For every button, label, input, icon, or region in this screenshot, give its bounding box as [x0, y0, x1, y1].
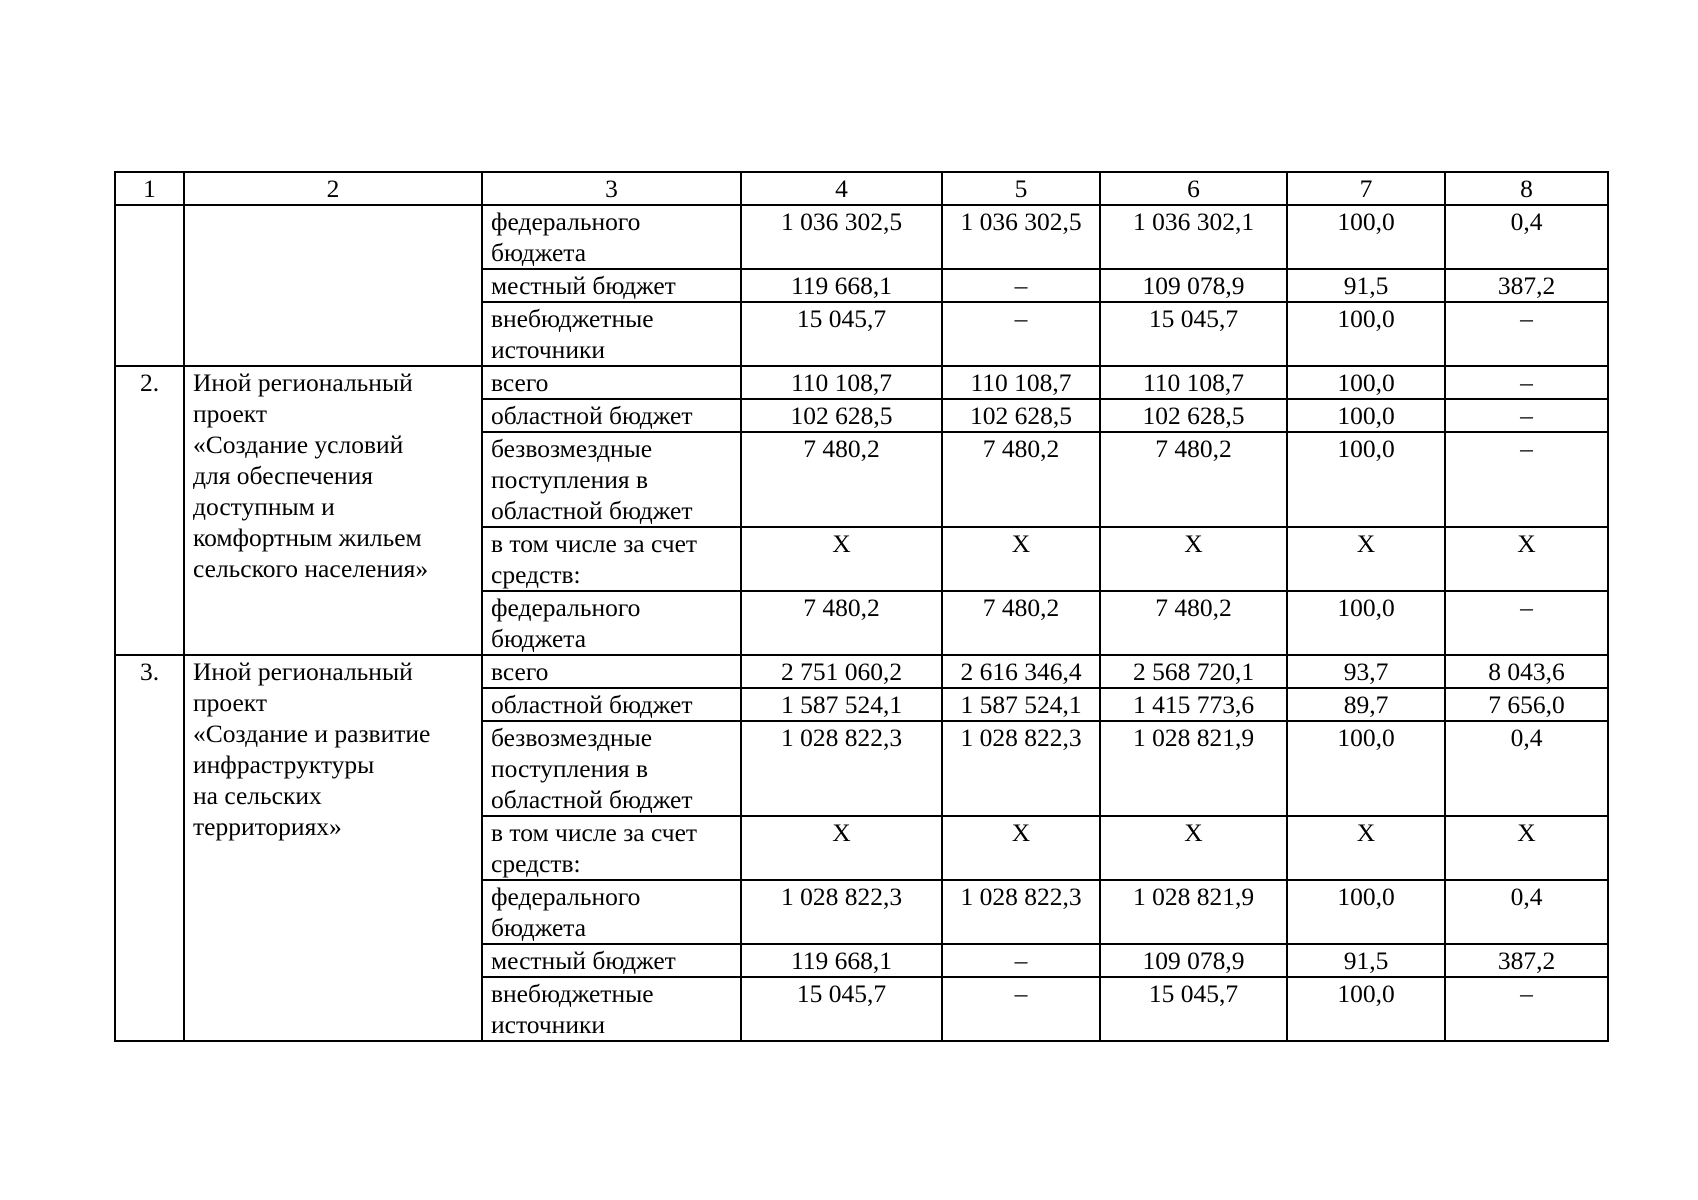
project-name-line: доступным и	[193, 492, 335, 521]
column-header: 5	[942, 172, 1100, 205]
project-name-line: на сельских	[193, 781, 322, 810]
project-name-line: «Создание условий	[193, 430, 404, 459]
value-cell-5: –	[942, 269, 1100, 302]
column-header: 4	[741, 172, 942, 205]
funding-source-cell: в том числе за счет средств:	[482, 816, 741, 880]
value-cell-5: X	[942, 527, 1100, 591]
value-cell-7: 100,0	[1287, 366, 1445, 399]
value-cell-8: –	[1445, 366, 1608, 399]
budget-table	[114, 171, 1609, 1042]
row-number-cell: 3.	[115, 655, 184, 1041]
value-cell-4: 1 028 822,3	[741, 721, 942, 816]
value-cell-8: –	[1445, 977, 1608, 1041]
value-cell-8: –	[1445, 399, 1608, 432]
value-cell-5: 7 480,2	[942, 432, 1100, 527]
value-cell-8: –	[1445, 432, 1608, 527]
value-cell-6: 109 078,9	[1100, 944, 1287, 977]
value-cell-6: 1 036 302,1	[1100, 205, 1287, 269]
value-cell-7: X	[1287, 527, 1445, 591]
value-cell-6: 15 045,7	[1100, 302, 1287, 366]
funding-source-cell: федерального бюджета	[482, 880, 741, 944]
funding-source-cell: внебюджетные источники	[482, 977, 741, 1041]
column-header: 1	[115, 172, 184, 205]
funding-source-cell: областной бюджет	[482, 399, 741, 432]
column-header: 6	[1100, 172, 1287, 205]
project-name-cell	[184, 655, 482, 1041]
value-cell-8: 7 656,0	[1445, 688, 1608, 721]
value-cell-4: 110 108,7	[741, 366, 942, 399]
value-cell-8: 0,4	[1445, 721, 1608, 816]
value-cell-5: X	[942, 816, 1100, 880]
project-name-line: для обеспечения	[193, 461, 373, 490]
value-cell-5: –	[942, 944, 1100, 977]
value-cell-8: –	[1445, 591, 1608, 655]
project-name-cell	[184, 366, 482, 655]
funding-source-cell: областной бюджет	[482, 688, 741, 721]
column-header: 2	[184, 172, 482, 205]
value-cell-4: X	[741, 527, 942, 591]
project-name-line: сельского населения»	[193, 554, 429, 583]
value-cell-5: 2 616 346,4	[942, 655, 1100, 688]
value-cell-6: 2 568 720,1	[1100, 655, 1287, 688]
column-header: 8	[1445, 172, 1608, 205]
value-cell-4: 1 028 822,3	[741, 880, 942, 944]
value-cell-5: –	[942, 302, 1100, 366]
project-name-line: территориях»	[193, 812, 342, 841]
table-row	[115, 655, 1608, 688]
value-cell-4: 119 668,1	[741, 269, 942, 302]
value-cell-6: 1 028 821,9	[1100, 721, 1287, 816]
value-cell-8: 0,4	[1445, 205, 1608, 269]
funding-source-cell: федерального бюджета	[482, 205, 741, 269]
project-name-line: «Создание и развитие	[193, 719, 431, 748]
value-cell-8: 387,2	[1445, 944, 1608, 977]
value-cell-4: 119 668,1	[741, 944, 942, 977]
value-cell-7: 100,0	[1287, 399, 1445, 432]
empty-number-cell	[115, 205, 184, 366]
value-cell-8: 387,2	[1445, 269, 1608, 302]
column-header: 7	[1287, 172, 1445, 205]
value-cell-4: X	[741, 816, 942, 880]
value-cell-5: 110 108,7	[942, 366, 1100, 399]
value-cell-5: 1 028 822,3	[942, 880, 1100, 944]
funding-source-cell: федерального бюджета	[482, 591, 741, 655]
value-cell-8: X	[1445, 527, 1608, 591]
value-cell-7: 91,5	[1287, 269, 1445, 302]
value-cell-8: –	[1445, 302, 1608, 366]
value-cell-7: 100,0	[1287, 432, 1445, 527]
empty-project-cell	[184, 205, 482, 366]
value-cell-4: 2 751 060,2	[741, 655, 942, 688]
value-cell-7: X	[1287, 816, 1445, 880]
project-name-line: комфортным жильем	[193, 523, 422, 552]
value-cell-8: 0,4	[1445, 880, 1608, 944]
value-cell-7: 100,0	[1287, 591, 1445, 655]
value-cell-4: 7 480,2	[741, 432, 942, 527]
value-cell-5: 7 480,2	[942, 591, 1100, 655]
row-number-cell: 2.	[115, 366, 184, 655]
value-cell-7: 91,5	[1287, 944, 1445, 977]
value-cell-4: 15 045,7	[741, 302, 942, 366]
project-name-line: инфраструктуры	[193, 750, 375, 779]
table-row	[115, 366, 1608, 399]
funding-source-cell: в том числе за счет средств:	[482, 527, 741, 591]
value-cell-5: –	[942, 977, 1100, 1041]
value-cell-4: 7 480,2	[741, 591, 942, 655]
funding-source-cell: безвозмездные поступления в областной бюджет	[482, 432, 741, 527]
value-cell-8: 8 043,6	[1445, 655, 1608, 688]
value-cell-7: 93,7	[1287, 655, 1445, 688]
value-cell-6: 7 480,2	[1100, 591, 1287, 655]
value-cell-6: X	[1100, 527, 1287, 591]
value-cell-4: 15 045,7	[741, 977, 942, 1041]
table-body	[115, 205, 1608, 1041]
column-header: 3	[482, 172, 741, 205]
funding-source-cell: внебюджетные источники	[482, 302, 741, 366]
value-cell-5: 1 028 822,3	[942, 721, 1100, 816]
funding-source-cell: местный бюджет	[482, 944, 741, 977]
project-name-line: проект	[193, 688, 267, 717]
value-cell-6: 102 628,5	[1100, 399, 1287, 432]
value-cell-6: 1 028 821,9	[1100, 880, 1287, 944]
funding-source-cell: безвозмездные поступления в областной бюджет	[482, 721, 741, 816]
value-cell-6: 15 045,7	[1100, 977, 1287, 1041]
funding-source-cell: всего	[482, 366, 741, 399]
column-number-row	[115, 172, 1608, 205]
value-cell-7: 100,0	[1287, 977, 1445, 1041]
value-cell-5: 1 036 302,5	[942, 205, 1100, 269]
value-cell-5: 1 587 524,1	[942, 688, 1100, 721]
value-cell-4: 102 628,5	[741, 399, 942, 432]
value-cell-4: 1 587 524,1	[741, 688, 942, 721]
value-cell-6: 1 415 773,6	[1100, 688, 1287, 721]
value-cell-6: 110 108,7	[1100, 366, 1287, 399]
table-row	[115, 205, 1608, 269]
value-cell-7: 100,0	[1287, 205, 1445, 269]
value-cell-7: 100,0	[1287, 880, 1445, 944]
value-cell-6: 7 480,2	[1100, 432, 1287, 527]
value-cell-5: 102 628,5	[942, 399, 1100, 432]
value-cell-7: 100,0	[1287, 721, 1445, 816]
project-name-line: Иной региональный	[193, 368, 413, 397]
value-cell-7: 89,7	[1287, 688, 1445, 721]
value-cell-4: 1 036 302,5	[741, 205, 942, 269]
project-name-line: проект	[193, 399, 267, 428]
value-cell-8: X	[1445, 816, 1608, 880]
funding-source-cell: местный бюджет	[482, 269, 741, 302]
funding-source-cell: всего	[482, 655, 741, 688]
value-cell-6: 109 078,9	[1100, 269, 1287, 302]
project-name-line: Иной региональный	[193, 657, 413, 686]
value-cell-7: 100,0	[1287, 302, 1445, 366]
value-cell-6: X	[1100, 816, 1287, 880]
